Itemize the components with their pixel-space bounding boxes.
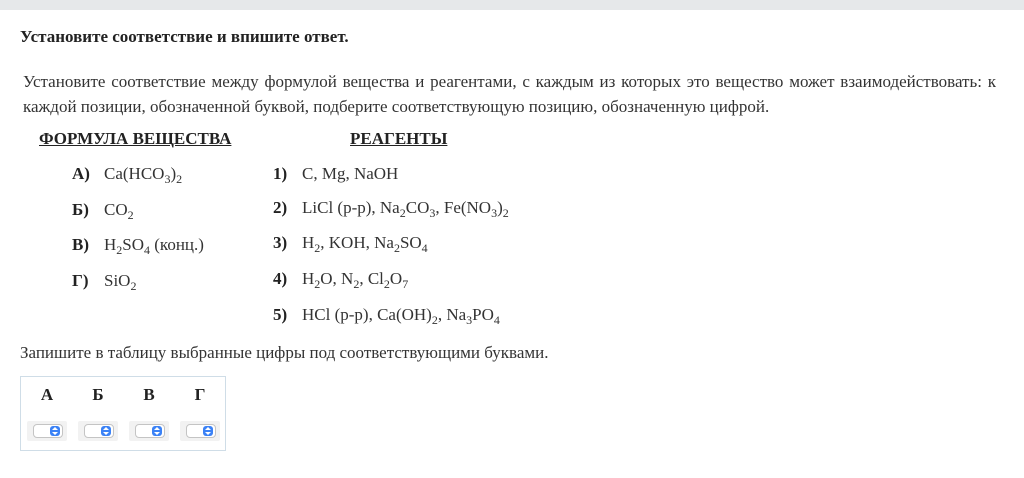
reagent-value: HCl (р-р), $Ca(OH)_2$, $Na_3PO_4$ [302, 305, 500, 327]
answer-header-b: Б [92, 385, 104, 404]
answer-cell-g [180, 421, 220, 441]
answer-select-v[interactable] [135, 424, 165, 438]
answer-header-g: Г [194, 385, 206, 404]
answer-select-g[interactable] [186, 424, 216, 438]
reagent-value: LiCl (р-р), $Na_2CO_3$, $Fe(NO_3)_2$ [302, 198, 509, 220]
chevron-updown-icon [203, 426, 213, 436]
answer-table [20, 376, 226, 451]
formula-column-header: ФОРМУЛА ВЕЩЕСТВА [39, 129, 232, 148]
answer-header-v: В [143, 385, 155, 404]
reagent-number: 5) [273, 305, 288, 324]
task-text: Установите соответствие между формулой вещества и реагентами, с каждым из которых это вещество может взаимодействовать: к каждой позиции, обозначенной буквой, подберите соответствующую позицию, обозначенную цифрой. [23, 72, 996, 116]
top-bar [0, 0, 1024, 10]
answer-select-a[interactable] [33, 424, 63, 438]
formula-letter: А) [72, 164, 90, 183]
formula-value: $Ca(HCO_3)_2$ [104, 164, 183, 186]
chevron-updown-icon [101, 426, 111, 436]
answer-cell-b [78, 421, 118, 441]
chevron-updown-icon [50, 426, 60, 436]
reagent-number: 2) [273, 198, 288, 217]
formula-value: $H_2SO_4$ (конц.) [104, 235, 204, 257]
reagent-number: 3) [273, 233, 288, 252]
answer-instruction: Запишите в таблицу выбранные цифры под соответствующими буквами. [20, 343, 549, 362]
answer-select-b[interactable] [84, 424, 114, 438]
reagent-number: 4) [273, 269, 288, 288]
formula-value: SiO$_2$ [104, 271, 137, 293]
formula-letter: Б) [72, 200, 89, 219]
formula-letter: Г) [72, 271, 89, 290]
formula-value: $CO_2$ [104, 200, 134, 222]
task-title: Установите соответствие и впишите ответ. [20, 27, 349, 46]
reagent-number: 1) [273, 164, 288, 183]
answer-cell-v [129, 421, 169, 441]
reagents-column-header: РЕАГЕНТЫ [350, 129, 448, 148]
reagent-value: $H_2$, KOH, $Na_2SO_4$ [302, 233, 428, 255]
answer-header-a: А [40, 385, 54, 404]
reagent-value: C, Mg, NaOH [302, 164, 399, 183]
answer-cell-a [27, 421, 67, 441]
formula-letter: В) [72, 235, 89, 254]
reagent-value: $H_2O$, $N_2$, $Cl_2O_7$ [302, 269, 409, 291]
chevron-updown-icon [152, 426, 162, 436]
